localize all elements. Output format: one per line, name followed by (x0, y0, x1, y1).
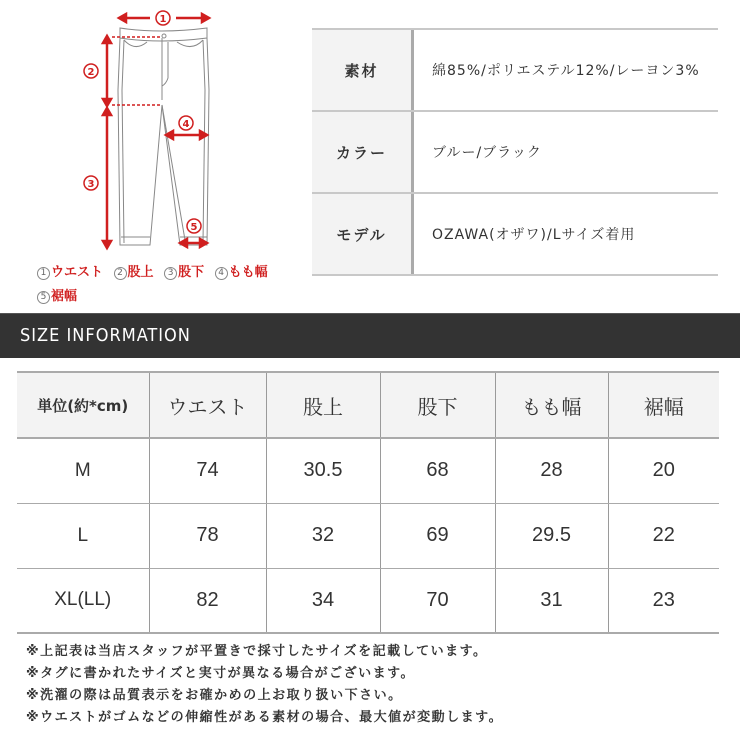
size-information-header (0, 313, 740, 358)
marker-3: 3 (87, 179, 95, 190)
pants-illustration (0, 0, 300, 260)
header-hem: 裾幅 (608, 372, 719, 438)
info-row-color (312, 112, 718, 194)
header-unit: 単位(約*cm) (17, 372, 149, 438)
product-info-table (312, 28, 718, 276)
legend-item-waist: 1 ウエスト (37, 261, 103, 285)
cell-thigh: 31 (495, 568, 608, 633)
marker-4: 4 (182, 119, 190, 130)
section-title: SIZE INFORMATION (20, 325, 191, 346)
cell-thigh: 28 (495, 438, 608, 503)
header-waist: ウエスト (149, 372, 266, 438)
cell-inseam: 69 (380, 503, 495, 568)
measurement-diagram (0, 0, 300, 310)
info-value: OZAWA(オザワ)/Lサイズ着用 (432, 227, 636, 243)
info-value: ブルー/ブラック (432, 145, 542, 161)
info-key: 素材 (312, 30, 414, 110)
table-row (17, 503, 719, 568)
cell-rise: 30.5 (266, 438, 380, 503)
cell-hem: 23 (608, 568, 719, 633)
note-line: ※洗濯の際は品質表示をお確かめの上お取り扱い下さい。 (26, 688, 403, 703)
size-label: L (17, 503, 149, 568)
legend-item-inseam: 3 股下 (164, 261, 204, 285)
size-table (17, 371, 719, 634)
table-row (17, 568, 719, 633)
info-key: モデル (312, 194, 414, 274)
cell-inseam: 70 (380, 568, 495, 633)
note-line: ※タグに書かれたサイズと実寸が異なる場合がございます。 (26, 666, 416, 681)
cell-rise: 32 (266, 503, 380, 568)
cell-rise: 34 (266, 568, 380, 633)
header-rise: 股上 (266, 372, 380, 438)
legend-item-hem: 5 裾幅 (37, 285, 77, 309)
size-notes (26, 641, 503, 729)
table-row (17, 438, 719, 503)
header-thigh: もも幅 (495, 372, 608, 438)
legend-item-thigh: 4 もも幅 (215, 261, 268, 285)
size-table-header-row (17, 372, 719, 438)
cell-waist: 82 (149, 568, 266, 633)
info-row-model (312, 194, 718, 276)
cell-hem: 20 (608, 438, 719, 503)
size-label: M (17, 438, 149, 503)
cell-hem: 22 (608, 503, 719, 568)
cell-thigh: 29.5 (495, 503, 608, 568)
note-line: ※上記表は当店スタッフが平置きで採寸したサイズを記載しています。 (26, 644, 488, 659)
info-row-material (312, 30, 718, 112)
header-inseam: 股下 (380, 372, 495, 438)
cell-inseam: 68 (380, 438, 495, 503)
size-label: XL(LL) (17, 568, 149, 633)
marker-2: 2 (87, 67, 95, 78)
measurement-legend (37, 261, 297, 309)
info-value: 綿85%/ポリエステル12%/レーヨン3% (432, 63, 700, 79)
info-key: カラー (312, 112, 414, 192)
marker-1: 1 (159, 14, 167, 25)
cell-waist: 78 (149, 503, 266, 568)
marker-5: 5 (190, 222, 198, 233)
cell-waist: 74 (149, 438, 266, 503)
legend-item-rise: 2 股上 (114, 261, 154, 285)
note-line: ※ウエストがゴムなどの伸縮性がある素材の場合、最大値が変動します。 (26, 710, 504, 725)
